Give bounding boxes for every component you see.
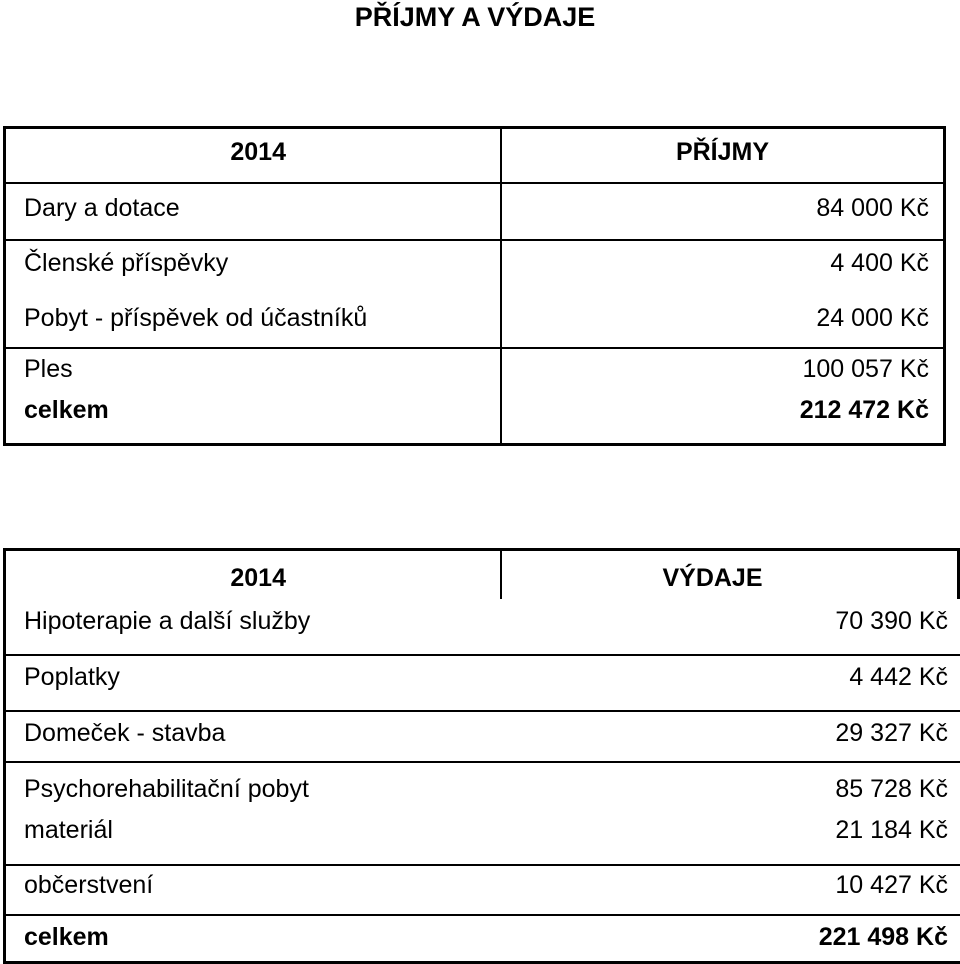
income-total-label: celkem xyxy=(24,396,109,424)
expenses-row-value: 70 390 Kč xyxy=(835,607,948,635)
expenses-year: 2014 xyxy=(230,564,286,592)
expenses-header: VÝDAJE xyxy=(662,564,763,592)
income-row-label: Dary a dotace xyxy=(24,194,180,222)
income-header: PŘÍJMY xyxy=(675,138,770,166)
expenses-row-value: 21 184 Kč xyxy=(835,816,948,844)
income-year: 2014 xyxy=(230,138,286,166)
income-total-value: 212 472 Kč xyxy=(799,396,929,424)
row-divider xyxy=(6,914,960,916)
expenses-row-value: 4 442 Kč xyxy=(849,663,948,691)
income-table xyxy=(3,126,946,446)
row-divider xyxy=(6,864,960,866)
expenses-total-value: 221 498 Kč xyxy=(818,923,948,951)
row-divider xyxy=(6,347,943,349)
expenses-row-label: Psychorehabilitační pobyt xyxy=(24,775,309,803)
expenses-row-label: Poplatky xyxy=(24,663,120,691)
column-divider xyxy=(500,129,502,443)
row-divider xyxy=(6,710,960,712)
expenses-row-label: Domeček - stavba xyxy=(24,719,226,747)
row-divider xyxy=(6,182,943,184)
expenses-table xyxy=(3,548,960,964)
expenses-total-label: celkem xyxy=(24,923,109,951)
row-divider xyxy=(6,239,943,241)
income-row-label: Členské příspěvky xyxy=(24,249,229,277)
page-title: PŘÍJMY A VÝDAJE xyxy=(354,2,596,32)
income-row-value: 100 057 Kč xyxy=(802,355,929,383)
expenses-row-value: 10 427 Kč xyxy=(835,871,948,899)
income-row-value: 84 000 Kč xyxy=(816,194,929,222)
expenses-row-value: 29 327 Kč xyxy=(835,719,948,747)
income-row-label: Ples xyxy=(24,355,73,383)
income-row-value: 4 400 Kč xyxy=(830,249,929,277)
expenses-row-label: materiál xyxy=(24,816,113,844)
income-row-label: Pobyt - příspěvek od účastníků xyxy=(24,304,368,332)
expenses-row-value: 85 728 Kč xyxy=(835,775,948,803)
income-row-value: 24 000 Kč xyxy=(816,304,929,332)
row-divider xyxy=(6,654,960,656)
expenses-row-label: občerstvení xyxy=(24,871,154,899)
expenses-row-label: Hipoterapie a další služby xyxy=(24,607,311,635)
row-divider xyxy=(6,761,960,763)
